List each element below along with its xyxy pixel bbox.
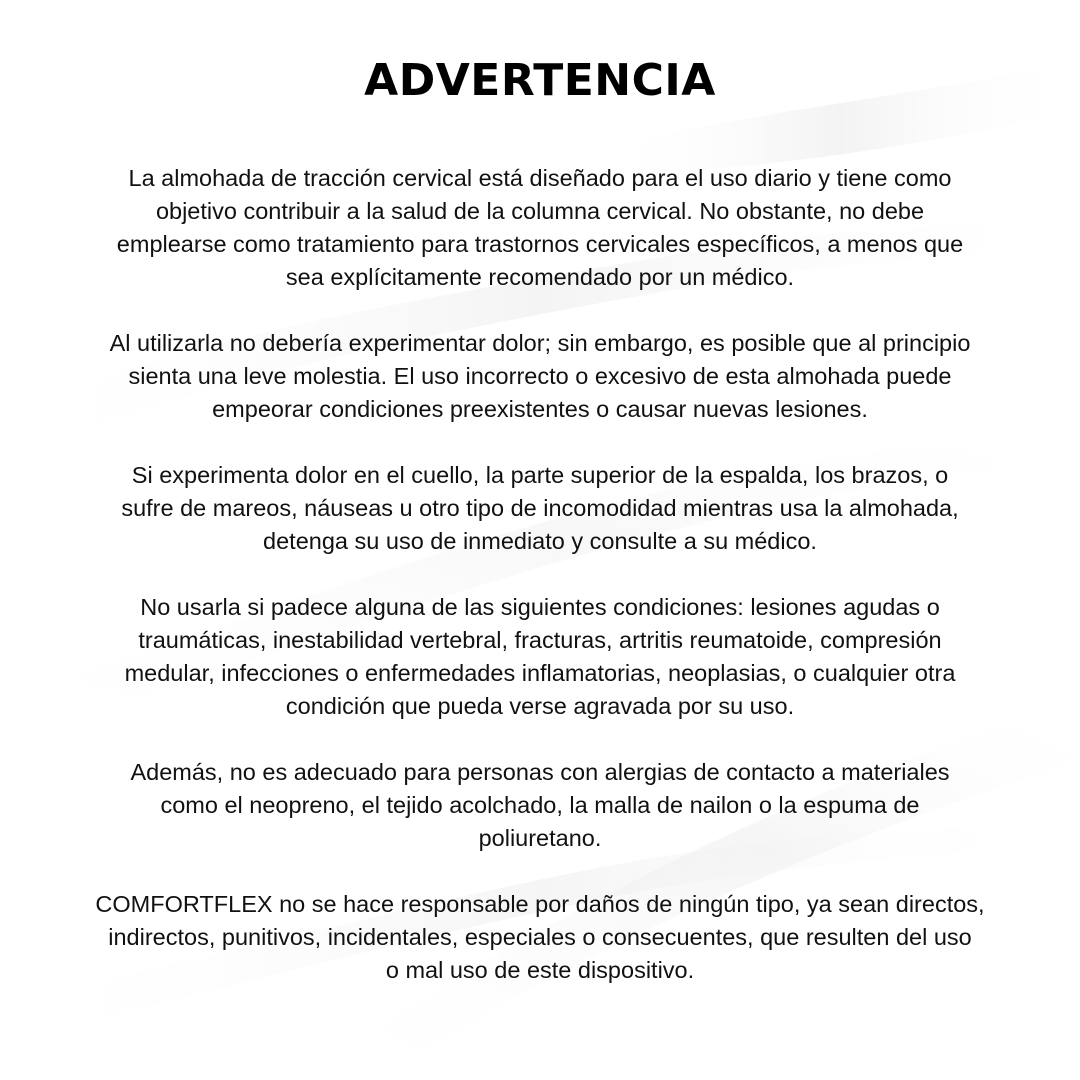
- text-line: Además, no es adecuado para personas con alergias de contacto a materiales: [130, 759, 950, 785]
- text-line: detenga su uso de inmediato y consulte a su médico.: [263, 528, 817, 554]
- text-line: COMFORTFLEX no se hace responsable por daños de ningún tipo, ya sean directos,: [95, 891, 985, 917]
- warning-paragraph-pain: [50, 327, 1030, 426]
- text-line: o mal uso de este dispositivo.: [385, 957, 695, 983]
- text-line: Al utilizarla no debería experimentar dolor; sin embargo, es posible que al principio: [109, 330, 971, 356]
- text-line: sienta una leve molestia. El uso incorrecto o excesivo de esta almohada puede: [128, 363, 952, 389]
- warning-paragraph-liability: [50, 888, 1030, 987]
- text-line: indirectos, punitivos, incidentales, especiales o consecuentes, que resulten del uso: [108, 924, 972, 950]
- text-line: sufre de mareos, náuseas u otro tipo de incomodidad mientras usa la almohada,: [121, 495, 959, 521]
- text-line: sea explícitamente recomendado por un médico.: [285, 264, 795, 290]
- warning-paragraph-allergies: [50, 756, 1030, 855]
- text-line: poliuretano.: [478, 825, 602, 851]
- text-line: como el neopreno, el tejido acolchado, la malla de nailon o la espuma de: [160, 792, 920, 818]
- text-line: condición que pueda verse agravada por su uso.: [285, 693, 795, 719]
- text-line: empeorar condiciones preexistentes o causar nuevas lesiones.: [212, 396, 868, 422]
- text-line: traumáticas, inestabilidad vertebral, fracturas, artritis reumatoide, compresión: [138, 627, 942, 653]
- page-title: ADVERTENCIA: [364, 55, 716, 106]
- warning-paragraph-stop-use: [50, 459, 1030, 558]
- text-line: objetivo contribuir a la salud de la columna cervical. No obstante, no debe: [155, 198, 925, 224]
- text-line: medular, infecciones o enfermedades inflamatorias, neoplasias, o cualquier otra: [124, 660, 956, 686]
- text-line: No usarla si padece alguna de las siguientes condiciones: lesiones agudas o: [140, 594, 940, 620]
- text-line: Si experimenta dolor en el cuello, la parte superior de la espalda, los brazos, o: [131, 462, 949, 488]
- text-line: emplearse como tratamiento para trastornos cervicales específicos, a menos que: [116, 231, 964, 257]
- warning-paragraph-intended-use: [50, 162, 1030, 294]
- text-line: La almohada de tracción cervical está diseñado para el uso diario y tiene como: [128, 165, 952, 191]
- warning-paragraph-contraindications: [50, 591, 1030, 723]
